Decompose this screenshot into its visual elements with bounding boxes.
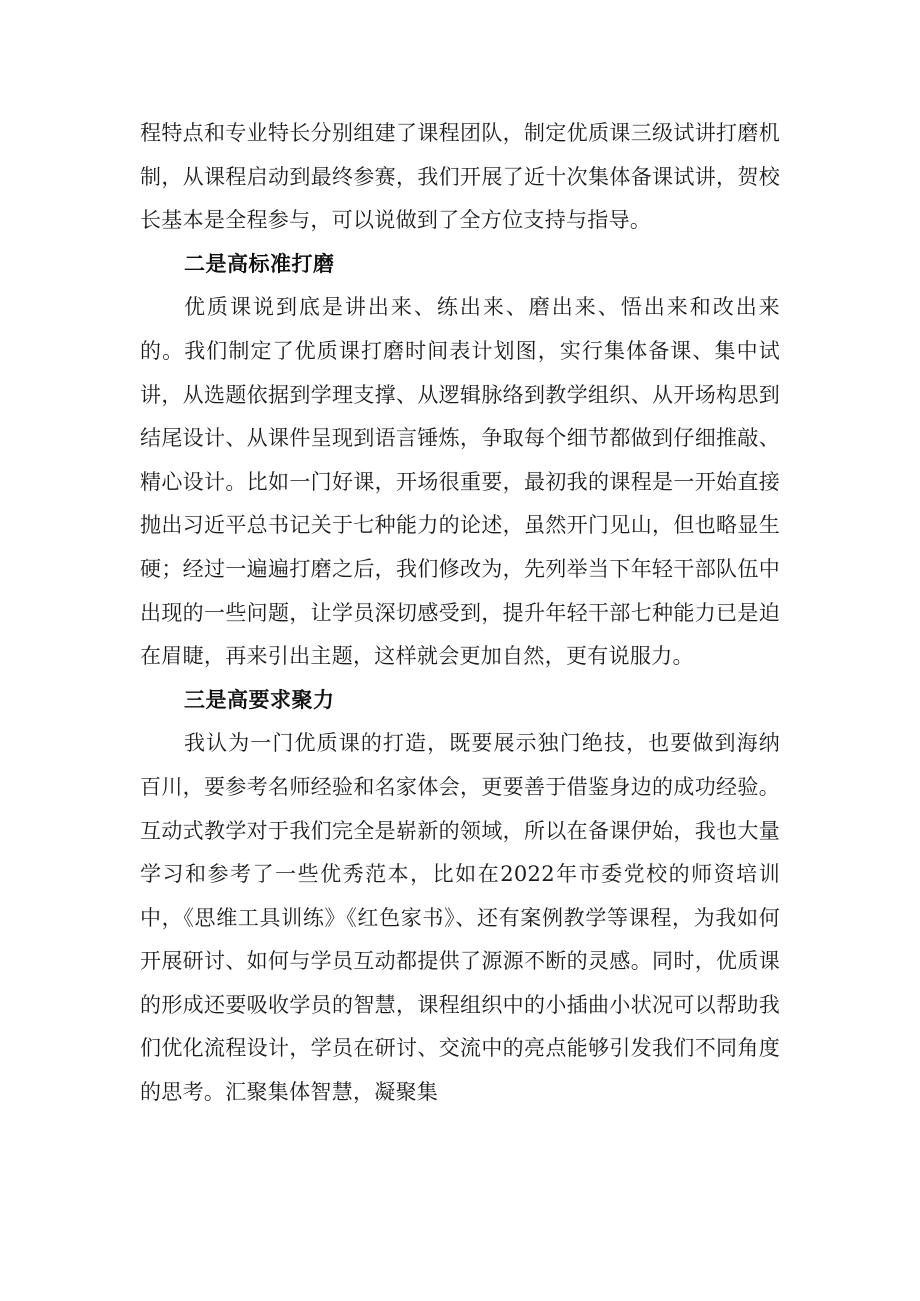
- section-heading-gathering: 三是高要求聚力: [184, 687, 335, 712]
- document-body: [140, 112, 780, 1115]
- paragraph-gathering: 我认为一门优质课的打造，既要展示独门绝技，也要做到海纳百川，要参考名师经验和名家体会，更要善于借鉴身边的成功经验。互动式教学对于我们完全是崭新的领域，所以在备课伊始，我也大量学习和参考了一些优秀范本，比如在2022年市委党校的师资培训中，《思维工具训练》《红色家书》、还有案例教学等课程，为我如何开展研讨、如何与学员互动都提供了源源不断的灵感。同时，优质课的形成还要吸收学员的智慧，课程组织中的小插曲小状况可以帮助我们优化流程设计，学员在研讨、交流中的亮点能够引发我们不同角度的思考。汇聚集体智慧，凝聚集: [140, 731, 780, 1105]
- paragraph-polishing: 优质课说到底是讲出来、练出来、磨出来、悟出来和改出来的。我们制定了优质课打磨时间表计划图，实行集体备课、集中试讲，从选题依据到学理支撑、从逻辑脉络到教学组织、从开场构思到结尾设计、从课件呈现到语言锤炼，争取每个细节都做到仔细推敲、精心设计。比如一门好课，开场很重要，最初我的课程是一开始直接抛出习近平总书记关于七种能力的论述，虽然开门见山，但也略显生硬；经过一遍遍打磨之后，我们修改为，先列举当下年轻干部队伍中出现的一些问题，让学员深切感受到，提升年轻干部七种能力已是迫在眉睫，再来引出主题，这样就会更加自然，更有说服力。: [140, 295, 780, 669]
- section-heading-polishing: 二是高标准打磨: [184, 251, 335, 276]
- paragraph-team-building: 程特点和专业特长分别组建了课程团队，制定优质课三级试讲打磨机制，从课程启动到最终参赛，我们开展了近十次集体备课试讲，贺校长基本是全程参与，可以说做到了全方位支持与指导。: [140, 121, 780, 233]
